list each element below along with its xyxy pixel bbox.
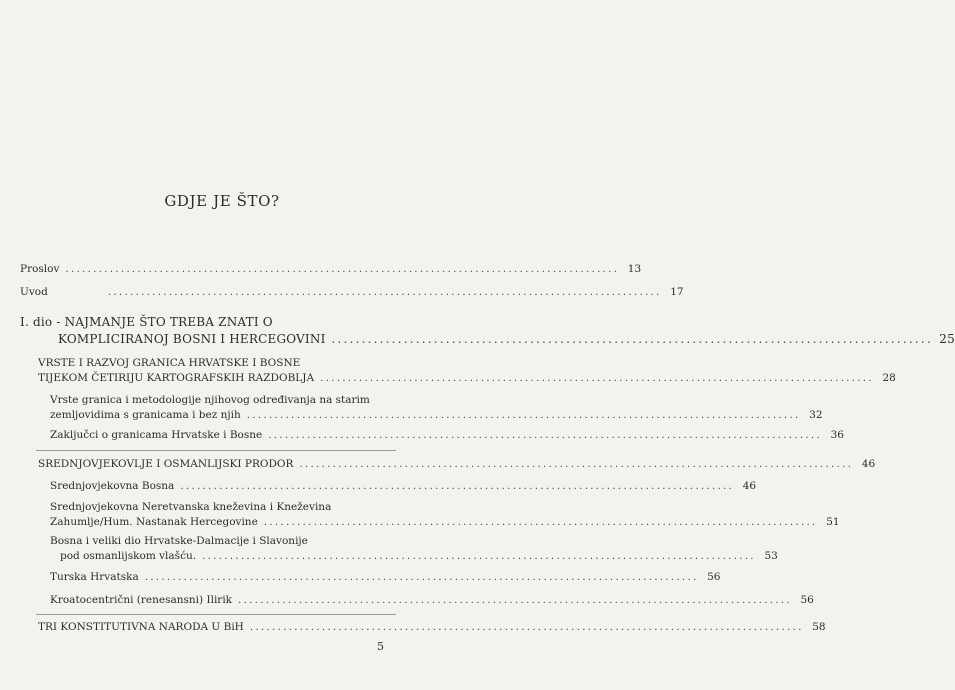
toc-entry-title: TRI KONSTITUTIVNA NARODA U BiH: [38, 621, 244, 633]
dot-leader: ....................................................................................................: [180, 480, 735, 492]
toc-entry-title: Proslov: [20, 263, 60, 275]
page-number: 32: [809, 409, 823, 421]
page-number: 58: [812, 621, 826, 633]
dot-leader: ....................................................................................................: [202, 550, 756, 562]
dot-leader: ....................................................................................................: [299, 458, 854, 470]
page-number: 28: [882, 372, 896, 384]
page-number: 53: [764, 550, 778, 562]
toc-entry-title: zemljovidima s granicama i bez njih: [50, 409, 241, 421]
page-number: 46: [742, 480, 757, 492]
dot-leader: ....................................................................................................: [320, 372, 874, 384]
toc-entry-title: Zaključci o granicama Hrvatske i Bosne: [50, 429, 263, 441]
toc-entry-title: SREDNJOVJEKOVLJE I OSMANLIJSKI PRODOR: [38, 458, 294, 470]
page-number: 56: [800, 594, 814, 606]
toc-entry-title: Turska Hrvatska: [50, 571, 139, 583]
dot-leader: ....................................................................................................: [107, 286, 662, 298]
page-number: 25: [939, 332, 955, 346]
divider: [36, 614, 396, 615]
page-number: 13: [627, 263, 642, 275]
toc-entry-title: TIJEKOM ČETIRIJU KARTOGRAFSKIH RAZDOBLJA: [38, 372, 315, 384]
toc-entry-title: KOMPLICIRANOJ BOSNI I HERCEGOVINI: [58, 332, 326, 346]
page-number: 51: [826, 516, 840, 528]
dot-leader: ....................................................................................................: [65, 263, 620, 275]
page-number: 56: [707, 571, 721, 583]
page-number: 36: [830, 429, 844, 441]
dot-leader: ....................................................................................................: [246, 409, 801, 421]
toc-entry-title: Kroatocentrični (renesansni) Ilirik: [50, 594, 233, 606]
page-title: GDJE JE ŠTO?: [164, 192, 280, 210]
page-number: 46: [861, 458, 876, 470]
toc-entry-title: pod osmanlijskom vlašću.: [60, 550, 197, 562]
toc-entry-title: Uvod: [20, 286, 48, 298]
divider: [36, 450, 396, 451]
toc-entry-title: Zahumlje/Hum. Nastanak Hercegovine: [50, 516, 258, 528]
folio-page-number: 5: [377, 640, 384, 653]
dot-leader: ....................................................................................................: [249, 621, 804, 633]
dot-leader: ....................................................................................................: [268, 429, 822, 441]
page-number: 17: [670, 286, 684, 298]
toc-entry-title: Srednjovjekovna Bosna: [50, 480, 175, 492]
dot-leader: ....................................................................................................: [238, 594, 792, 606]
dot-leader: ....................................................................................................: [331, 332, 933, 346]
dot-leader: ....................................................................................................: [144, 571, 699, 583]
dot-leader: ....................................................................................................: [263, 516, 818, 528]
